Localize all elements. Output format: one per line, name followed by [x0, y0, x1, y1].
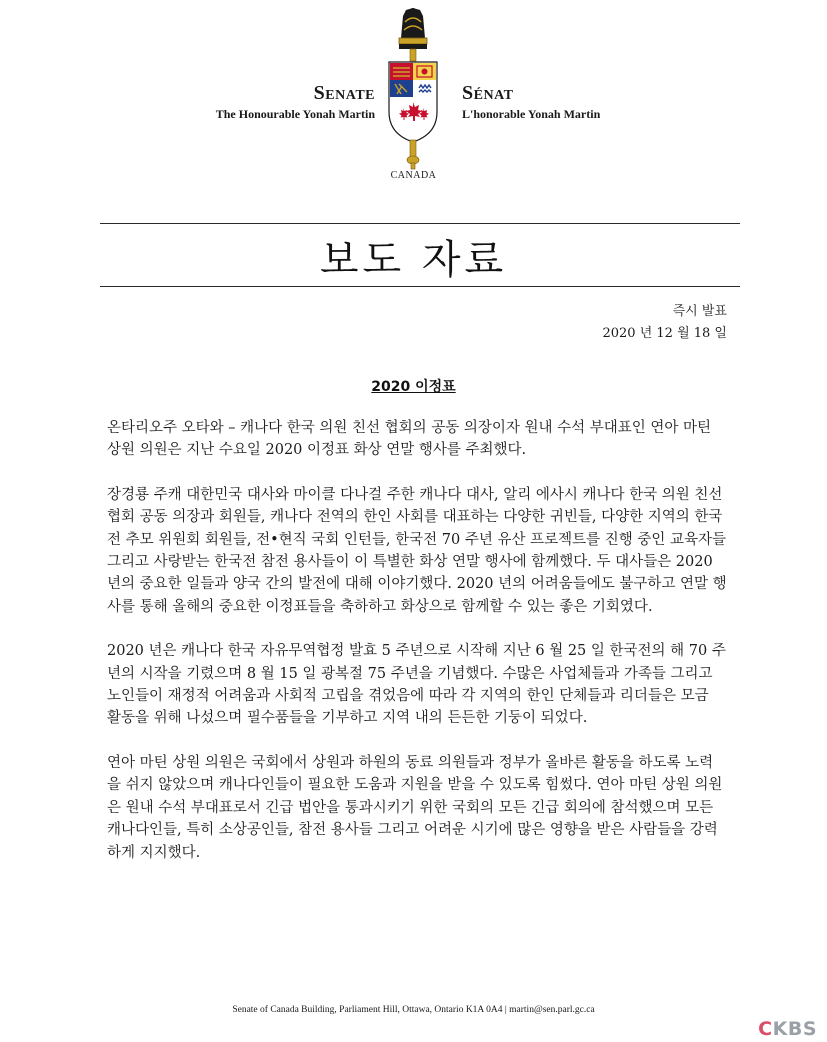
document-title: 보도 자료	[319, 237, 508, 283]
body-paragraph: 온타리오주 오타와 – 캐나다 한국 의원 친선 협회의 공동 의장이자 원내 수석 부대표인 연아 마틴 상원 의원은 지난 수요일 2020 이정표 화상 연말 행사를 주최했다.	[107, 420, 712, 459]
watermark-suffix: KBS	[772, 1018, 817, 1040]
body-paragraph: 장경룡 주캐 대한민국 대사와 마이클 다나걸 주한 캐나다 대사, 알리 에사시 캐나다 한국 의원 친선 협회 공동 의장과 회원들, 캐나다 전역의 한인 사회를 대표하는 다양한 귀빈들, 다양한 지역의 한국전 추모 위원회 회원들, 전•현직 국회 인턴들, 한국전 70 주년 유산 프로젝트를 진행 중인 교육자들 그리고 사랑받는 한국전 참전 용사들이 이 특별한 화상 연말 행사에 함께했다. 두 대사들은 2020 년의 중요한 일들과 양국 간의 발전에 대해 이야기했다. 2020 년의 어려움들에도 불구하고 연말 행사를 통해 올해의 중요한 이정표들을 축하하고 화상으로 함께할 수 있는 좋은 기회였다.	[107, 486, 727, 615]
country-label: CANADA	[390, 170, 437, 181]
release-info	[602, 301, 727, 345]
body-paragraph: 연아 마틴 상원 의원은 국회에서 상원과 하원의 동료 의원들과 정부가 올바른 활동을 하도록 노력을 쉬지 않았으며 캐나다인들이 필요한 도움과 지원을 받을 수 있도록 힘썼다. 연아 마틴 상원 의원은 원내 수석 부대표로서 긴급 법안을 통과시키기 위한 국회의 모든 긴급 회의에 참석했으며 모든 캐나다인들, 특히 소상공인들, 참전 용사들 그리고 어려운 시기에 많은 영향을 받은 사람들을 강력하게 지지했다.	[107, 754, 723, 861]
senate-wordmark-en: Senate	[313, 82, 375, 104]
letterhead-footer: Senate of Canada Building, Parliament Hill, Ottawa, Ontario K1A 0A4 | martin@sen.parl.gc.ca	[232, 1005, 595, 1015]
senator-name-fr: L'honorable Yonah Martin	[462, 107, 601, 121]
title-top-divider	[100, 223, 740, 224]
release-type: 즉시 발표	[672, 304, 727, 319]
press-release-body	[107, 417, 727, 886]
senator-name-en: The Honourable Yonah Martin	[215, 107, 375, 121]
press-release-headline: 2020 이정표	[371, 379, 456, 395]
watermark-prefix: C	[758, 1018, 773, 1040]
body-paragraph: 2020 년은 캐나다 한국 자유무역협정 발효 5 주년으로 시작해 지난 6 월 25 일 한국전의 해 70 주년의 시작을 기렸으며 8 월 15 일 광복절 75 주년을 기념했다. 수많은 사업체들과 가족들 그리고 노인들이 재정적 어려움과 사회적 고립을 겪었음에 따라 각 지역의 한인 단체들과 리더들은 모금 활동을 위해 나섰으며 필수품들을 기부하고 지역 내의 든든한 기둥이 되었다.	[107, 643, 726, 727]
title-bottom-divider	[100, 286, 740, 287]
senate-wordmark-fr: Sénat	[462, 82, 514, 104]
senate-of-canada-crest-icon	[375, 8, 452, 173]
release-date: 2020 년 12 월 18 일	[602, 326, 727, 341]
kbs-watermark-logo	[758, 1018, 817, 1040]
